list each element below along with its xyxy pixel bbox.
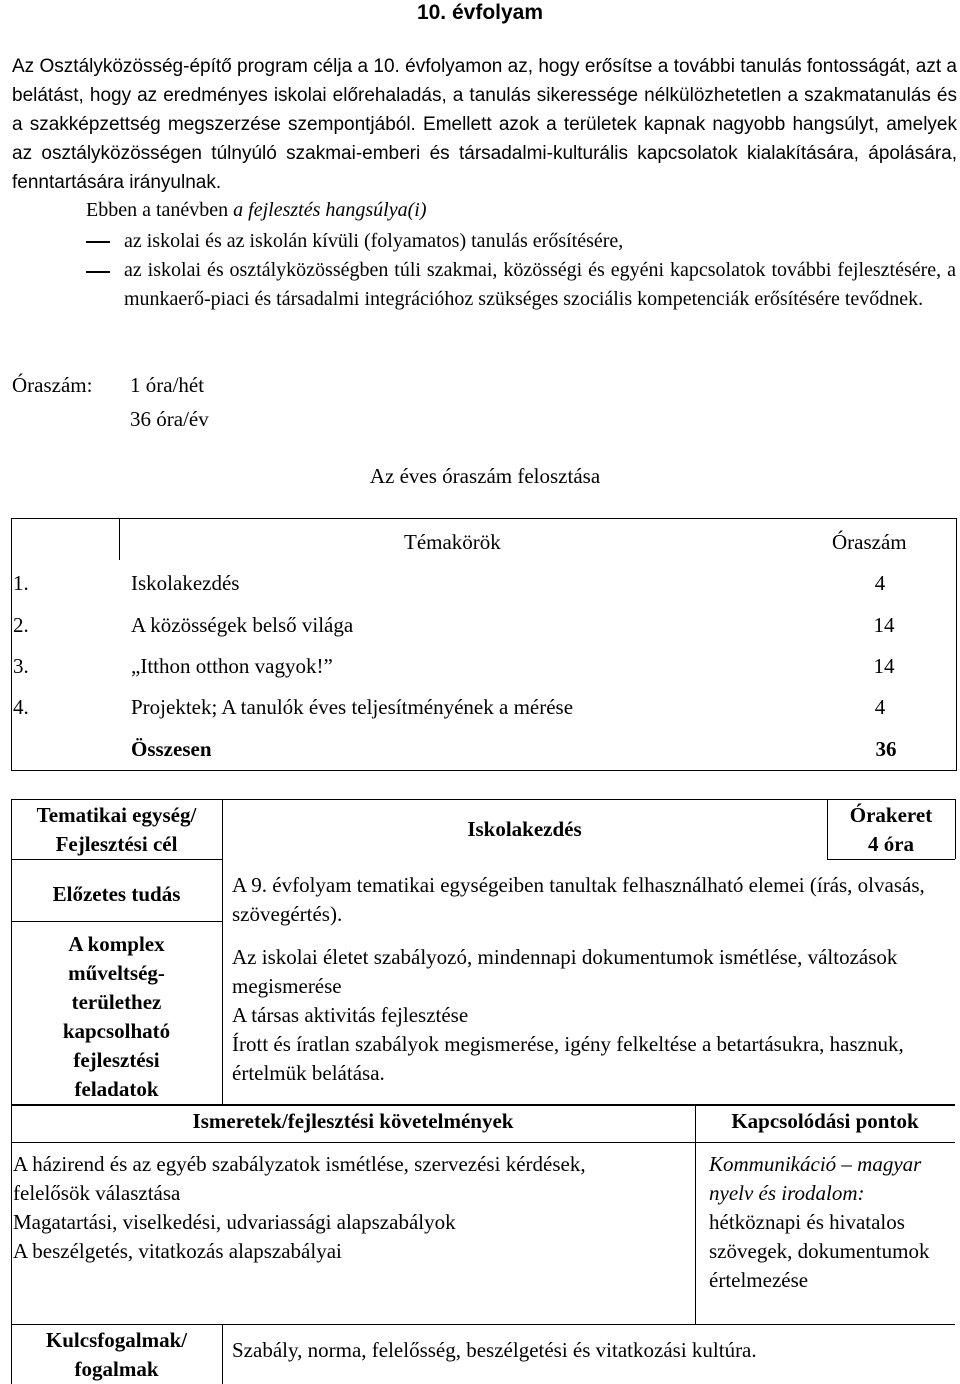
links-subject: Kommunikáció – magyar nyelv és irodalom:: [709, 1152, 922, 1205]
row-topic: A közösségek belső világa: [131, 613, 354, 637]
table-divider: [119, 518, 120, 560]
emphasis-line: [86, 196, 956, 225]
total-label: Összesen: [131, 737, 212, 761]
oraszam-weekly: 1 óra/hét: [130, 373, 205, 397]
unit-divider: [695, 1104, 696, 1324]
col-header-hours: Óraszám: [832, 530, 907, 554]
row-hours: 4: [874, 571, 886, 595]
row-topic: Projektek; A tanulók éves teljesítményének a mérése: [131, 695, 574, 719]
oraszam-yearly: 36 óra/év: [130, 407, 209, 431]
bullet-item: az iskolai és osztályközösségben túli szakmai, közösségi és egyéni kapcsolatok további fejlesztésére, a munkaerő-piaci és társadalmi integrációhoz szükséges szociális kompetenciák erősítésére tevődnek.: [124, 259, 956, 310]
col-header-topics: Témakörök: [404, 530, 501, 554]
emphasis-text: a fejlesztés hangsúlya(i): [233, 199, 427, 221]
tasks-label-line: kapcsolható: [62, 1019, 171, 1043]
row-hours: 4: [874, 695, 886, 719]
dash-bullet-icon: [86, 271, 110, 273]
key-label: Kulcsfogalmak/ fogalmak: [45, 1328, 188, 1381]
row-number: 1.: [13, 571, 29, 595]
row-number: 4.: [13, 695, 29, 719]
unit-divider: [222, 799, 223, 1105]
row-topic: Iskolakezdés: [131, 571, 240, 595]
frame-label: Órakeret: [849, 803, 933, 827]
row-number: 2.: [13, 613, 29, 637]
tasks-list: [232, 943, 947, 1088]
prior-text: A 9. évfolyam tematikai egységeiben tanultak felhasználható elemei (írás, olvasás, szövegértés).: [232, 873, 925, 926]
unit-title: Iskolakezdés: [467, 817, 582, 841]
oraszam-label: Óraszám:: [12, 373, 93, 397]
row-number: 3.: [13, 654, 29, 678]
intro-paragraph: Az Osztályközösség-építő program célja a 10. évfolyamon az, hogy erősítse a további tanulás fontosságát, azt a belátást, hogy az eredményes iskolai előrehaladás, a tanulás sikeressége nélkülözhetetlen a szakmatanulás és a szakképzettség megszerzése szempontjából. Emellett azok a területek kapnak nagyobb hangsúlyt, amelyek az osztályközösségen túlnyúló szakmai-emberi és társadalmi-kulturális kapcsolatok kialakítására, ápolására, fenntartására irányulnak.: [12, 56, 957, 193]
tasks-label-line: fejlesztési: [73, 1048, 160, 1072]
tasks-label-line: műveltség-: [68, 961, 165, 985]
distribution-title: Az éves óraszám felosztása: [369, 464, 601, 488]
task-item: Az iskolai életet szabályozó, mindennapi dokumentumok ismétlése, változások megismerése: [232, 945, 898, 998]
frame-value: 4 óra: [867, 832, 915, 856]
req-item: Magatartási, viselkedési, udvariassági alapszabályok: [13, 1210, 456, 1234]
links-text: [709, 1150, 949, 1295]
req-header: Ismeretek/fejlesztési követelmények: [192, 1109, 514, 1133]
links-header: Kapcsolódási pontok: [731, 1109, 919, 1133]
page-heading: 10. évfolyam: [416, 1, 544, 24]
req-item: A házirend és az egyéb szabályzatok ismétlése, szervezési kérdések, felelősök választása: [13, 1152, 586, 1205]
prior-label: Előzetes tudás: [52, 882, 181, 906]
tasks-label-line: területhez: [71, 990, 162, 1014]
unit-label: Tematikai egység/ Fejlesztési cél: [36, 803, 197, 856]
row-hours: 14: [873, 654, 895, 678]
links-detail: hétköznapi és hivatalos szövegek, dokumentumok értelmezése: [709, 1210, 930, 1292]
key-text: Szabály, norma, felelősség, beszélgetési és vitatkozási kultúra.: [232, 1338, 757, 1362]
row-hours: 14: [873, 613, 895, 637]
req-item: A beszélgetés, vitatkozás alapszabályai: [13, 1239, 342, 1263]
bullet-item: az iskolai és az iskolán kívüli (folyamatos) tanulás erősítésére,: [124, 230, 624, 252]
tasks-label: [11, 930, 222, 1104]
unit-divider: [222, 1324, 223, 1384]
total-value: 36: [875, 737, 897, 761]
task-item: A társas aktivitás fejlesztése: [232, 1003, 469, 1027]
emphasis-lead: Ebben a tanévben: [86, 199, 229, 221]
row-topic: „Itthon otthon vagyok!”: [131, 654, 333, 678]
dash-bullet-icon: [86, 241, 110, 243]
tasks-label-line: feladatok: [74, 1077, 159, 1101]
task-item: Írott és íratlan szabályok megismerése, igény felkeltése a betartásukra, hasznuk, értelmük belátása.: [232, 1032, 904, 1085]
tasks-label-line: A komplex: [68, 932, 165, 956]
req-list: [13, 1150, 633, 1266]
